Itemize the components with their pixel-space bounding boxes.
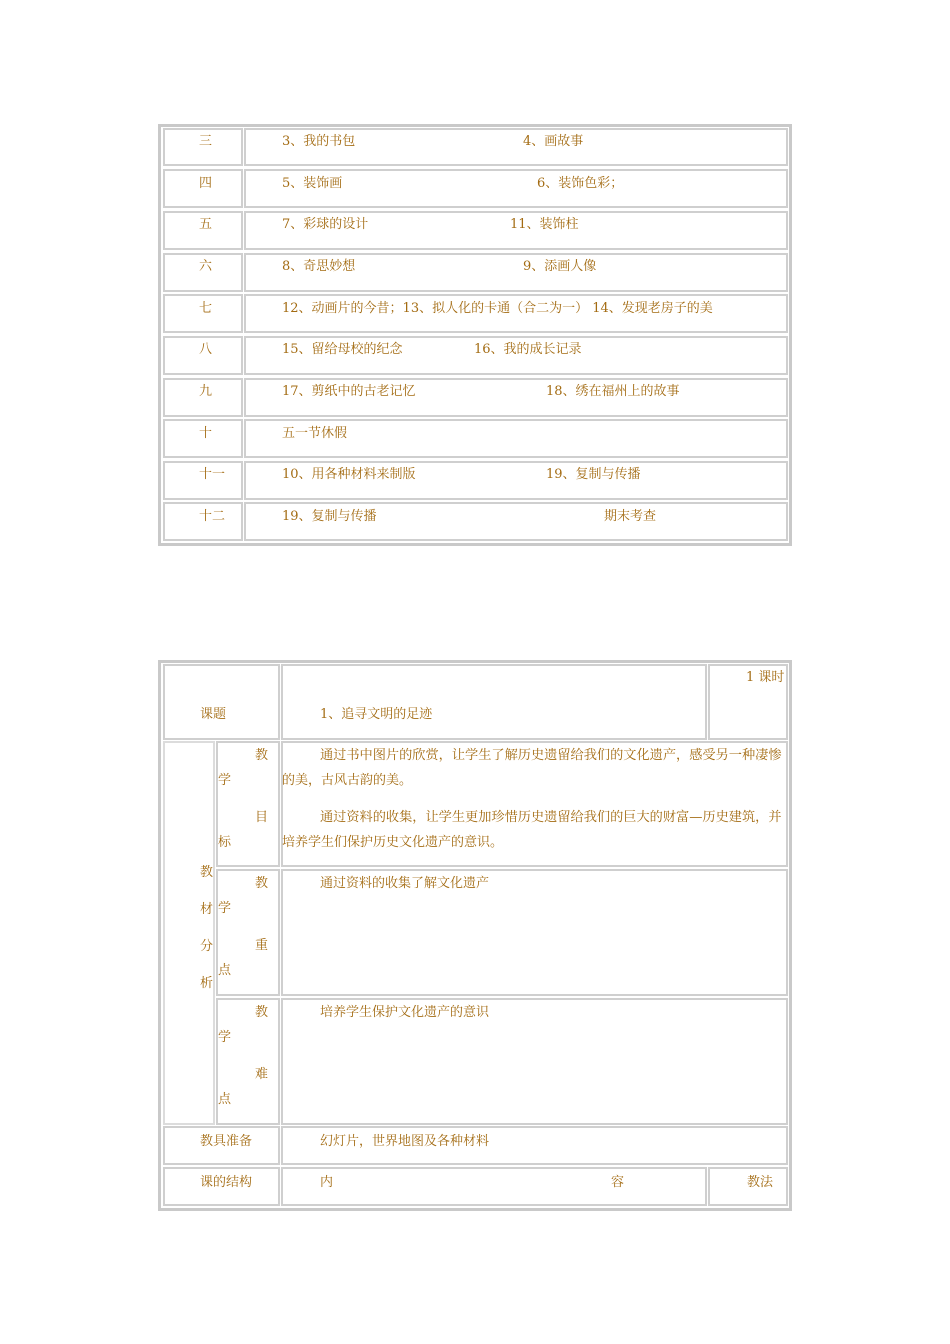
tools-label: 教具准备 xyxy=(200,1134,253,1149)
difficulty-label-char: 难 xyxy=(255,1067,269,1082)
topic-label: 课题 xyxy=(200,707,227,722)
schedule-week: 三 xyxy=(199,134,213,149)
method-header: 教法 xyxy=(747,1175,774,1190)
schedule-lesson-b: 6、装饰色彩； xyxy=(537,176,624,191)
schedule-lesson-a: 10、用各种材料来制版 xyxy=(282,467,416,482)
analysis-label-char: 分 xyxy=(200,939,214,954)
schedule-week: 九 xyxy=(199,384,213,399)
key-label-char: 点 xyxy=(218,963,232,978)
key-label-char: 教 xyxy=(255,876,269,891)
schedule-lesson-b: 16、我的成长记录 xyxy=(474,342,582,357)
lesson-hours: 1 课时 xyxy=(746,670,785,685)
schedule-lesson-b: 4、画故事 xyxy=(523,134,584,149)
schedule-week: 八 xyxy=(199,342,213,357)
schedule-lesson-b: 18、绣在福州上的故事 xyxy=(546,384,680,399)
schedule-lesson-a: 12、动画片的今昔；13、拟人化的卡通（合二为一） 14、发现老房子的美 xyxy=(282,301,713,316)
schedule-lesson-b: 19、复制与传播 xyxy=(546,467,641,482)
topic-label-cell xyxy=(163,664,280,740)
structure-content-cell xyxy=(281,1167,707,1206)
schedule-lesson-a: 7、彩球的设计 xyxy=(282,217,369,232)
content-header-2: 容 xyxy=(611,1175,625,1190)
topic-cell xyxy=(281,664,707,740)
difficulty-label-char: 点 xyxy=(218,1092,232,1107)
schedule-lesson-b: 11、装饰柱 xyxy=(510,217,579,232)
goal-text: 培养学生们保护历史文化遗产的意识。 xyxy=(282,835,504,850)
schedule-lesson-a: 3、我的书包 xyxy=(282,134,356,149)
analysis-label-char: 材 xyxy=(200,902,214,917)
schedule-lesson-a: 5、装饰画 xyxy=(282,176,343,191)
topic-title: 1、追寻文明的足迹 xyxy=(320,707,433,722)
schedule-lesson-b: 期末考查 xyxy=(604,509,657,524)
difficulty-label-char: 教 xyxy=(255,1005,269,1020)
analysis-label-cell xyxy=(163,741,215,1125)
goal-label-char: 学 xyxy=(218,773,232,788)
schedule-lesson-a: 17、剪纸中的古老记忆 xyxy=(282,384,416,399)
goal-text: 的美，古风古韵的美。 xyxy=(282,773,413,788)
schedule-week: 四 xyxy=(199,176,213,191)
schedule-week: 五 xyxy=(199,217,213,232)
goal-text: 通过资料的收集，让学生更加珍惜历史遗留给我们的巨大的财富—历史建筑，并 xyxy=(320,810,782,825)
goal-text: 通过书中图片的欣赏，让学生了解历史遗留给我们的文化遗产，感受另一种凄惨 xyxy=(320,748,782,763)
schedule-week: 十 xyxy=(199,426,213,441)
goal-label-char: 标 xyxy=(218,835,232,850)
key-label-char: 学 xyxy=(218,901,232,916)
difficulty-label-char: 学 xyxy=(218,1030,232,1045)
tools-text: 幻灯片，世界地图及各种材料 xyxy=(320,1134,490,1149)
key-label-char: 重 xyxy=(255,938,269,953)
analysis-label-char: 教 xyxy=(200,865,214,880)
structure-label: 课的结构 xyxy=(200,1175,253,1190)
schedule-week: 十二 xyxy=(199,509,226,524)
key-text: 通过资料的收集了解文化遗产 xyxy=(320,876,490,891)
content-header-1: 内 xyxy=(320,1175,334,1190)
schedule-week: 十一 xyxy=(199,467,226,482)
schedule-lesson-a: 15、留给母校的纪念 xyxy=(282,342,403,357)
goal-label-char: 教 xyxy=(255,748,269,763)
schedule-lesson-b: 9、添画人像 xyxy=(523,259,597,274)
schedule-lesson-a: 8、奇思妙想 xyxy=(282,259,356,274)
schedule-week: 六 xyxy=(199,259,213,274)
schedule-week: 七 xyxy=(199,301,213,316)
schedule-lesson-a: 19、复制与传播 xyxy=(282,509,377,524)
goal-label-char: 目 xyxy=(255,810,269,825)
schedule-lesson-a: 五一节休假 xyxy=(282,426,348,441)
analysis-label-char: 析 xyxy=(200,976,214,991)
difficulty-text: 培养学生保护文化遗产的意识 xyxy=(320,1005,490,1020)
